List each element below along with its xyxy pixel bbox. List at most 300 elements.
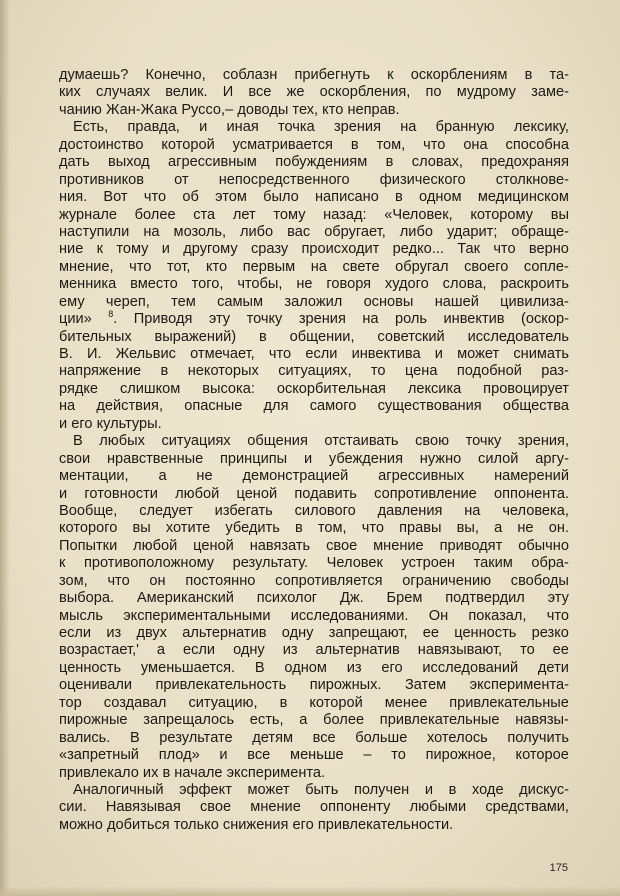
word: лексику, (513, 119, 569, 136)
word: сопле- (523, 258, 569, 275)
word: думаешь? (59, 67, 129, 83)
text-line (59, 660, 569, 677)
word: непосредственного (218, 171, 350, 188)
text-line (59, 730, 569, 747)
word: любыми (409, 799, 467, 816)
word: точку (246, 311, 283, 328)
word: оскорблениям (410, 67, 508, 83)
word: дискус- (519, 781, 569, 798)
word: одном (284, 659, 327, 676)
word: вы, (456, 520, 479, 537)
text-line (59, 294, 569, 311)
word: В (254, 659, 265, 676)
text-line (59, 747, 569, 764)
text-line (59, 782, 569, 799)
word: есть, (249, 712, 284, 729)
word: на (59, 398, 76, 415)
word: из (106, 625, 122, 641)
word: агрессивным (168, 154, 257, 171)
word: (оскор- (521, 311, 569, 328)
word: что (546, 607, 569, 624)
word: в (385, 154, 394, 171)
word: было (263, 189, 299, 206)
word: обраще- (511, 223, 569, 240)
paragraph (59, 782, 569, 834)
word: все (247, 747, 271, 764)
word: и (59, 485, 68, 502)
text-line (59, 241, 569, 258)
word: сии. (59, 799, 87, 816)
word: рядке (59, 380, 99, 397)
word: и (424, 781, 434, 798)
word: зом, (59, 572, 88, 589)
word: которому (470, 206, 534, 223)
text-line (59, 642, 569, 659)
word: Затем (404, 677, 447, 694)
word: предохраняя (481, 154, 569, 171)
text-line (59, 259, 569, 276)
word: правда, (127, 119, 180, 136)
word: может (457, 346, 500, 362)
word: первым (242, 258, 296, 275)
word: ему (59, 293, 85, 310)
word: роль (394, 311, 428, 328)
word: его (71, 415, 93, 432)
text-line (59, 433, 569, 450)
word: уменьшается. (140, 659, 236, 676)
text-line (59, 172, 569, 189)
word: для (263, 398, 289, 415)
word: получить (507, 729, 569, 746)
word: оппонента. (494, 485, 569, 502)
word: пирожное, (425, 747, 496, 764)
word: аргу- (535, 450, 569, 467)
word: их (142, 764, 159, 781)
word: в (160, 363, 169, 380)
word: снижения (222, 816, 289, 833)
word: противоположному (83, 555, 215, 572)
word: хотите (165, 520, 211, 537)
word: Американский (136, 590, 234, 607)
word: точка (277, 119, 315, 136)
word: привлекательные (379, 712, 500, 729)
word: психолог (256, 590, 318, 607)
word: этом (215, 189, 247, 206)
word: мнение (373, 537, 424, 554)
word: что (361, 520, 384, 537)
word: подтвердил (445, 590, 525, 607)
word: и (434, 346, 443, 362)
word: достоинство (59, 136, 144, 153)
word: медицинском (477, 189, 569, 206)
word: двух (136, 625, 167, 641)
word: оппоненту (320, 799, 391, 816)
page-shadow-bottom (0, 886, 620, 896)
word: снимать (513, 346, 569, 362)
word: выражений) (154, 328, 237, 345)
word: она (463, 136, 488, 153)
word: он. (548, 520, 569, 537)
word: своего (464, 258, 509, 275)
word: та- (549, 67, 569, 83)
word: убеждения (328, 450, 403, 467)
word: Жельвис (115, 346, 176, 362)
word: более (134, 206, 176, 223)
word: он (149, 572, 166, 589)
word: в (162, 764, 171, 781)
word: избегать (214, 502, 273, 519)
word: напряжение (59, 363, 142, 380)
text-line (59, 416, 569, 433)
word: к (59, 555, 66, 572)
word: одну (281, 625, 314, 641)
word: ценой (193, 537, 234, 554)
word: что (143, 189, 167, 206)
word: тому (273, 206, 306, 223)
word: случаях (96, 84, 151, 101)
text-line (59, 154, 569, 171)
text-line (59, 207, 569, 224)
word: что (268, 346, 292, 362)
word: тому (116, 241, 149, 258)
word: обругал (395, 258, 449, 275)
word: культуры. (96, 415, 162, 432)
word: советский (377, 328, 445, 345)
word: эффект (179, 781, 232, 798)
word: другому (183, 241, 238, 258)
word: самым (217, 293, 264, 310)
word: его (292, 816, 314, 833)
word: любой (133, 537, 178, 554)
word: средствами, (485, 799, 569, 816)
word: в (395, 189, 403, 206)
word: не (196, 468, 213, 485)
word: слова, (442, 276, 487, 293)
word: вались. (59, 729, 111, 746)
word: альтернатив (315, 642, 400, 659)
word: а (158, 468, 167, 485)
word: усматривается (232, 136, 333, 153)
word: если (183, 642, 216, 659)
text-line (59, 276, 569, 293)
text-line (59, 765, 569, 782)
word: на (310, 258, 327, 275)
word: тот, (166, 258, 191, 275)
word: привлекательные (449, 694, 569, 711)
word: заме- (531, 84, 569, 101)
word: а (156, 642, 166, 659)
word: в (279, 694, 288, 711)
word: к (96, 241, 104, 258)
word: которое (515, 747, 569, 764)
word: существования (377, 398, 482, 415)
word: по (425, 84, 442, 101)
word: худого (384, 276, 429, 293)
word: либо (399, 223, 433, 240)
word: В. (59, 346, 73, 362)
word: хотелось (426, 729, 488, 746)
word: точку (465, 433, 502, 450)
word: человека, (502, 502, 569, 519)
word: в (259, 328, 267, 345)
word: ударит; (446, 223, 498, 240)
word: ценность (454, 625, 517, 641)
word: зрения (298, 311, 346, 328)
word: исследованиями. (290, 607, 409, 624)
word: правы (399, 520, 442, 537)
word: неправ. (347, 101, 400, 118)
word: вас (287, 223, 311, 240)
word: провоцирует (483, 380, 569, 397)
word: «Человек, (384, 206, 453, 223)
word: наступили (59, 223, 130, 240)
word: лексика (407, 380, 462, 397)
word: свое (199, 799, 232, 816)
text-line (59, 381, 569, 398)
word: исследований (422, 659, 519, 676)
word: что (493, 241, 516, 258)
word: одном (419, 189, 462, 206)
word: в (448, 781, 457, 798)
word: и (161, 241, 170, 258)
word: только (173, 816, 219, 833)
word: общения (247, 433, 308, 450)
word: об (182, 189, 199, 206)
word: если (305, 346, 338, 362)
word: ния. (59, 189, 88, 206)
word: то (391, 747, 406, 764)
word: $^8$. (108, 309, 118, 328)
word: на (400, 119, 417, 136)
word: выход (107, 154, 150, 171)
word: высока: (202, 380, 255, 397)
word: больше (355, 729, 408, 746)
word: которой (161, 136, 215, 153)
word: может (247, 781, 290, 798)
word: кто (205, 258, 228, 275)
text-line (59, 67, 569, 84)
word: эксперимента- (469, 677, 569, 694)
word: убедить (225, 520, 280, 537)
word: слишком (119, 380, 181, 397)
text-line (59, 119, 569, 136)
word: Руссо,– (181, 101, 234, 118)
text-line (59, 573, 569, 590)
word: доводы (237, 101, 289, 118)
word: сразу (250, 241, 289, 258)
word: обругает, (324, 223, 386, 240)
word: что (107, 572, 130, 589)
word: получен (353, 781, 410, 798)
text-line (59, 608, 569, 625)
word: прибегнуть (294, 67, 370, 83)
word: написано (314, 189, 379, 206)
word: его (381, 659, 403, 676)
word: на (143, 223, 160, 240)
word: привлекательность (155, 677, 287, 694)
word: череп, (105, 293, 150, 310)
word: сопротивляется (275, 572, 383, 589)
word: из (346, 659, 362, 676)
word: на (362, 311, 379, 328)
text-line (59, 137, 569, 154)
word: же (286, 84, 305, 101)
word: свою (415, 433, 450, 450)
word: можно (59, 816, 103, 833)
paragraph (59, 67, 569, 119)
word: свете (342, 258, 380, 275)
word: добиться (107, 816, 170, 833)
text-line (59, 590, 569, 607)
word: принципы (220, 450, 288, 467)
word: в (294, 520, 303, 537)
word: Есть, (73, 119, 109, 136)
word: Так (457, 241, 481, 258)
word: назад: (323, 206, 367, 223)
word: резко (531, 625, 569, 641)
text-line (59, 346, 569, 363)
word: менее (384, 694, 428, 711)
paragraph (59, 433, 569, 782)
word: эту (208, 311, 231, 328)
word: оскорбления, (319, 84, 411, 101)
word: ких (59, 84, 81, 101)
word: пирожных. (309, 677, 382, 694)
word: опасные (184, 398, 243, 415)
word: оскорбительная (276, 380, 386, 397)
word: мысль (59, 607, 103, 624)
text-line (59, 799, 569, 816)
word: и (59, 415, 68, 432)
word: общества (502, 398, 569, 415)
page-shadow-left (0, 0, 10, 896)
word: иная (226, 119, 259, 136)
word: экспериментальными (123, 607, 271, 624)
word: редко... (392, 241, 444, 258)
word: том, (317, 520, 347, 537)
word: которого (59, 520, 118, 537)
word: демонстрацией (242, 468, 349, 485)
text-line (59, 311, 569, 328)
word: действия, (96, 398, 164, 415)
word: отстаивать (324, 433, 399, 450)
page-number: 175 (549, 862, 568, 874)
word: ограничению (402, 572, 492, 589)
word: сопротивление (374, 485, 477, 502)
word: словах, (411, 154, 463, 171)
word: Приводя (133, 311, 193, 328)
word: альтернатив (182, 625, 267, 641)
word: свободы (510, 572, 569, 589)
word: любых (99, 433, 145, 450)
word: зрения (333, 119, 381, 136)
word: журнале (59, 206, 117, 223)
text-line (59, 363, 569, 380)
word: пирожные (59, 712, 128, 729)
word: на (464, 502, 481, 519)
word: плод» (158, 747, 200, 764)
word: агрессивных (378, 468, 465, 485)
word: начале (174, 764, 223, 781)
text-line (59, 468, 569, 485)
word: происходит (301, 241, 380, 258)
word: дети (537, 659, 569, 676)
word: свое (326, 537, 358, 554)
word: не (517, 520, 534, 537)
word: том, (376, 136, 406, 153)
word: и (303, 450, 313, 467)
text-line (59, 451, 569, 468)
word: ситуациях, (278, 363, 352, 380)
word: Дж. (339, 590, 364, 607)
word: обычно (518, 537, 569, 554)
word: Навязывая (105, 799, 181, 816)
word: ходе (472, 781, 504, 798)
word: ции» (59, 311, 92, 328)
word: вы (132, 520, 151, 537)
word: эту (547, 590, 569, 607)
word: все (312, 729, 336, 746)
text-line (59, 189, 569, 206)
text-line (59, 84, 569, 101)
word: то (520, 642, 535, 659)
word: навязывают, (417, 642, 503, 659)
word: постоянно (185, 572, 256, 589)
word: в (524, 67, 533, 83)
word: тем (171, 293, 196, 310)
word: ценой (236, 485, 278, 502)
word: показал, (468, 607, 527, 624)
word: верно (528, 241, 569, 258)
word: навязать (249, 537, 311, 554)
word: физического (379, 171, 466, 188)
word: вместо (130, 276, 178, 293)
word: заложил (284, 293, 343, 310)
word: инвектив (443, 311, 505, 328)
word: силой (478, 450, 519, 467)
word: подавить (294, 485, 357, 502)
word: все (248, 84, 272, 101)
word: раз- (541, 363, 569, 380)
word: оценивали (59, 677, 133, 694)
word: и (219, 747, 228, 764)
word: В (129, 729, 140, 746)
word: Аналогичный (73, 781, 164, 798)
word: Конечно, (145, 67, 206, 83)
word: Брем (386, 590, 423, 607)
word: тех, (292, 101, 319, 118)
word: давления (377, 502, 443, 519)
text-line (59, 224, 569, 241)
word: нашей (434, 293, 479, 310)
word: чтобы, (237, 276, 283, 293)
word: если (59, 625, 92, 641)
text-line (59, 398, 569, 415)
word: ментации, (59, 468, 129, 485)
word: мнение, (59, 258, 114, 275)
word: результату. (232, 555, 309, 572)
word: ценность (59, 659, 122, 676)
word: Он (428, 607, 449, 624)
word: обра- (531, 555, 569, 572)
text-line (59, 555, 569, 572)
word: навязы- (515, 712, 569, 729)
word: велик. (165, 84, 208, 101)
text-line (59, 538, 569, 555)
word: то (370, 363, 386, 380)
word: а (299, 712, 308, 729)
word: таким (473, 555, 513, 572)
